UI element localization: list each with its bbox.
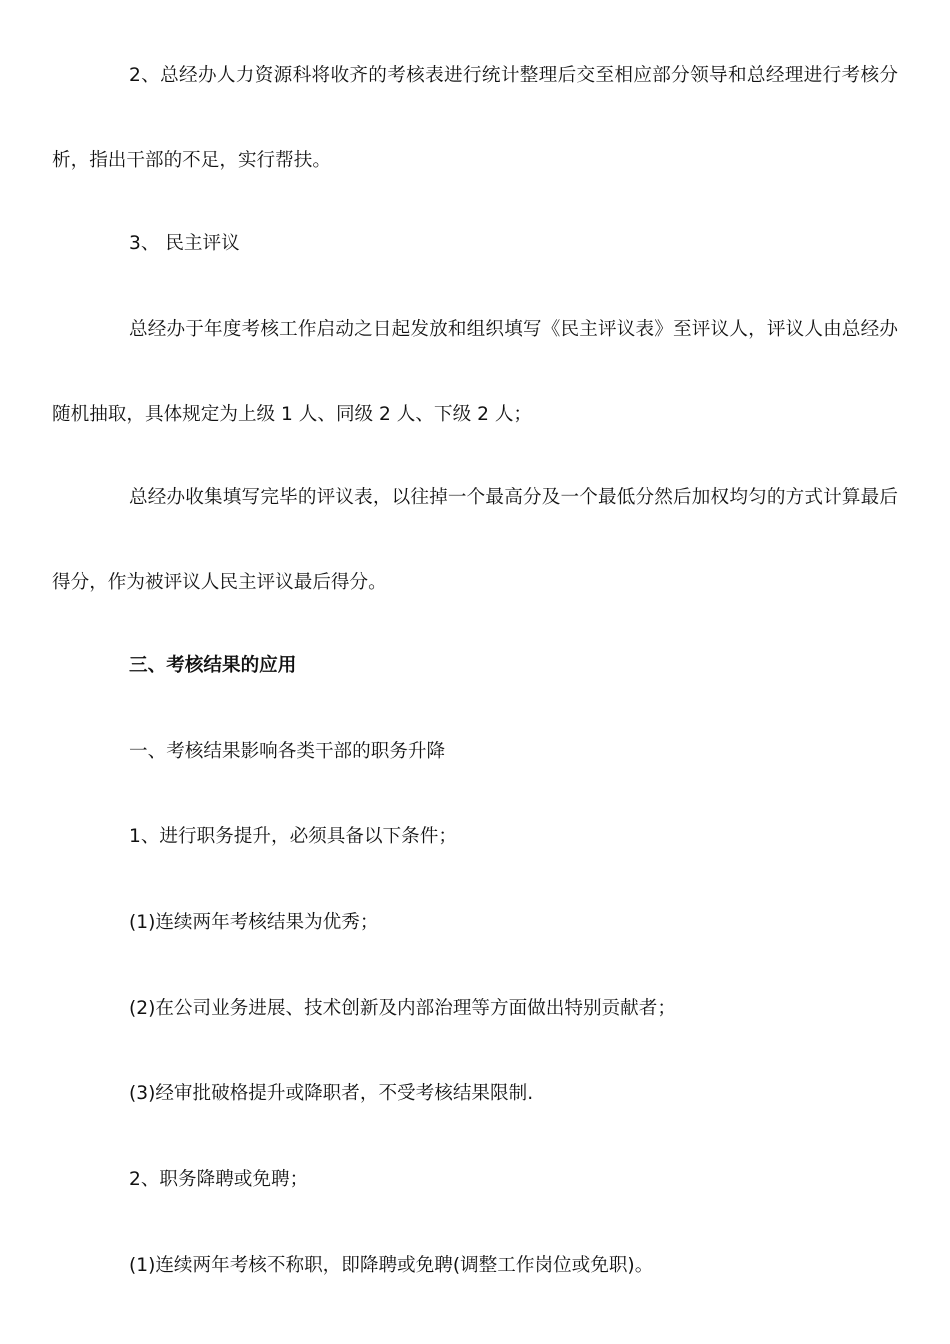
list-item-promotion-conditions: 1、进行职务提升，必须具备以下条件； [129, 826, 457, 847]
list-item-demotion: 2、职务降聘或免聘； [129, 1169, 309, 1190]
paragraph-score-calculation: 总经办收集填写完毕的评议表，以往掉一个最高分及一个最低分然后加权均匀的方式计算最后得分，作为被评议人民主评议最后得分。 [52, 487, 898, 593]
subheading-promotion-impact: 一、考核结果影响各类干部的职务升降 [129, 741, 446, 762]
section-heading-results-application: 三、考核结果的应用 [129, 655, 297, 676]
heading-democratic-review: 3、 民主评议 [129, 233, 240, 254]
list-item-demotion-1: (1)连续两年考核不称职，即降聘或免聘(调整工作岗位或免职)。 [129, 1255, 654, 1276]
list-item-condition-1: (1)连续两年考核结果为优秀； [129, 912, 379, 933]
paragraph-review-form-distribution: 总经办于年度考核工作启动之日起发放和组织填写《民主评议表》至评议人，评议人由总经办随机抽取，具体规定为上级 1 人、同级 2 人、下级 2 人； [52, 319, 898, 425]
paragraph-hr-statistics: 2、总经办人力资源科将收齐的考核表进行统计整理后交至相应部分领导和总经理进行考核分析，指出干部的不足，实行帮扶。 [52, 65, 898, 171]
list-item-condition-3: (3)经审批破格提升或降职者，不受考核结果限制. [129, 1083, 534, 1104]
list-item-condition-2: (2)在公司业务进展、技术创新及内部治理等方面做出特别贡献者； [129, 998, 676, 1019]
